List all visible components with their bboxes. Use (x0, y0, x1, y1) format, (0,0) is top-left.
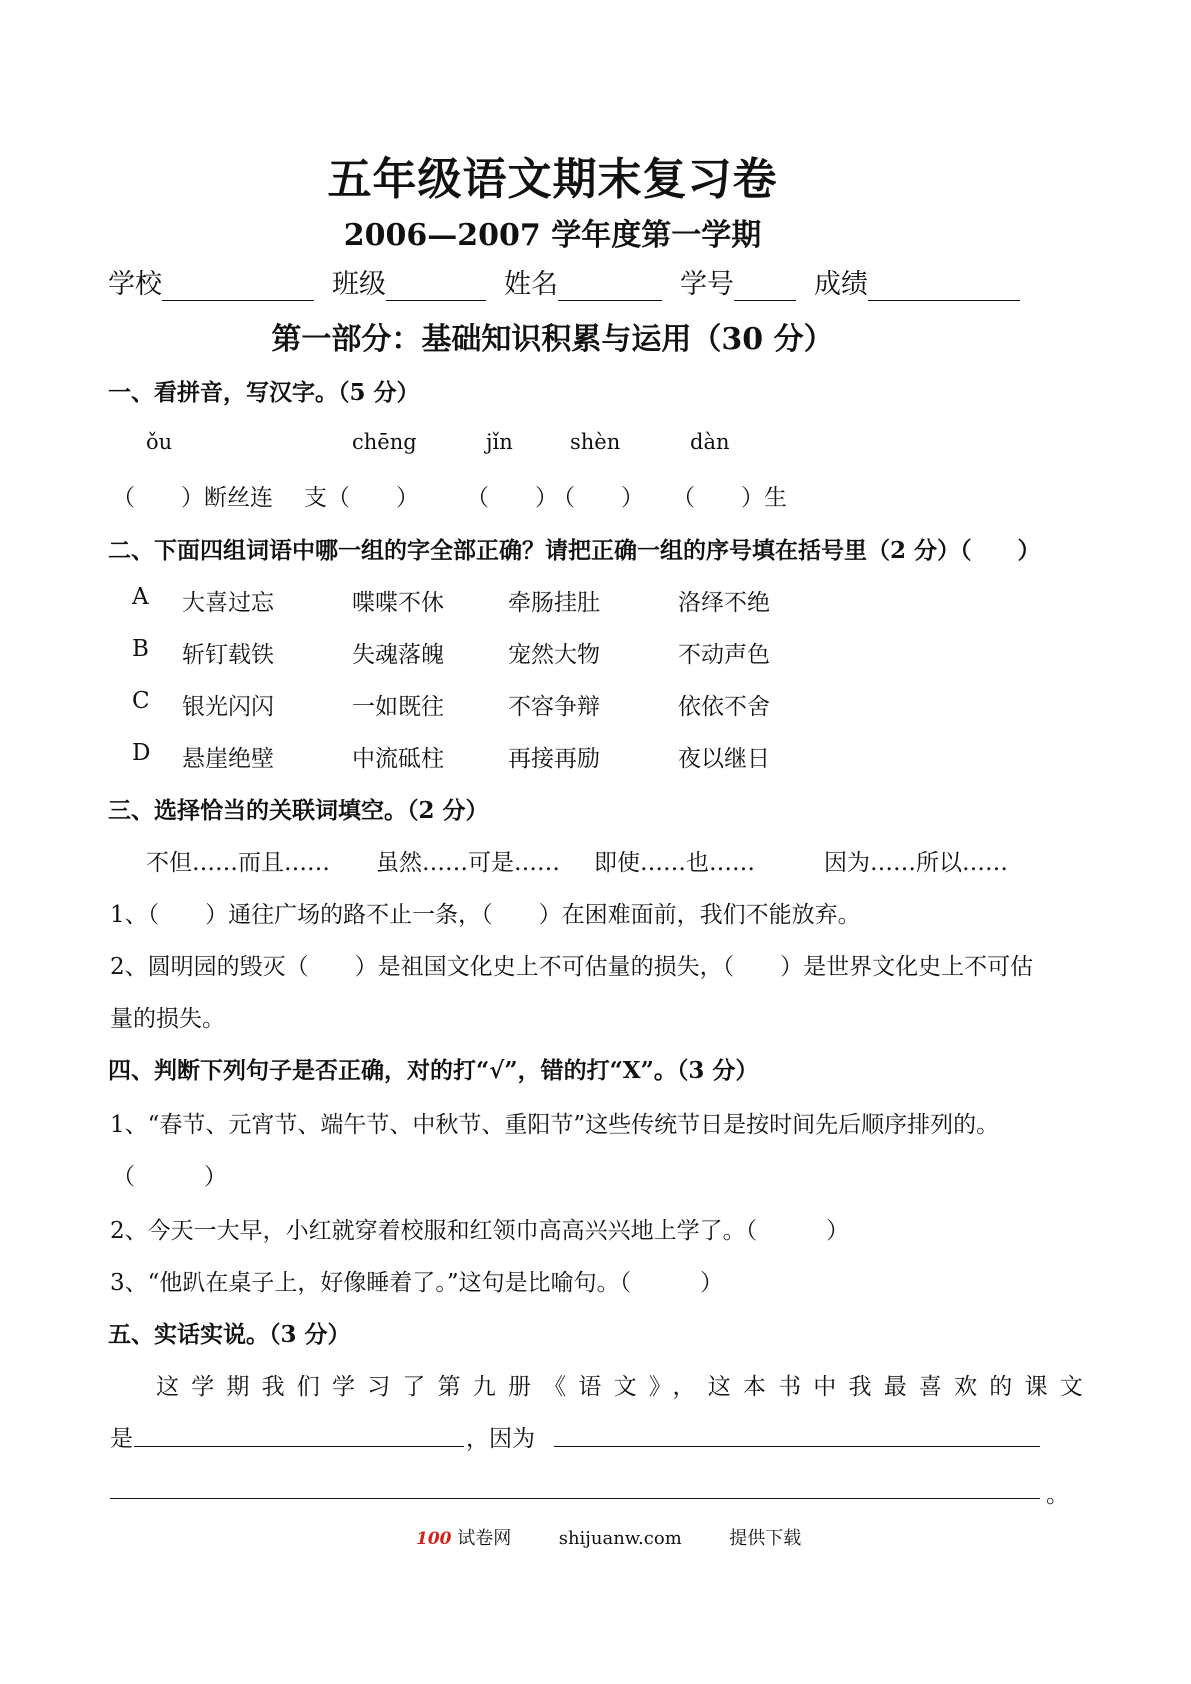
question-3-heading: 三、选择恰当的关联词填空。（2 分） (108, 797, 489, 824)
q5-because: ，因为 (466, 1426, 535, 1452)
pinyin-3: jǐn (486, 430, 513, 454)
pinyin-4: shèn (570, 430, 621, 454)
q5-shi: 是 (110, 1426, 133, 1452)
conjunction-3: 即使……也…… (594, 850, 755, 876)
pinyin-5: dàn (690, 430, 730, 454)
q1-blank-1[interactable]: （ ）断丝连 (112, 485, 273, 511)
option-b-word-4: 不动声色 (678, 642, 770, 668)
school-label: 学校 (108, 269, 162, 300)
q4-item-3[interactable]: 3、“他趴在桌子上，好像睡着了。”这句是比喻句。（ ） (110, 1270, 724, 1296)
option-d-letter: D (132, 740, 151, 766)
option-c-word-2: 一如既往 (352, 694, 444, 720)
site-name: 试卷网 (457, 1528, 512, 1549)
question-5-heading: 五、实话实说。（3 分） (108, 1321, 351, 1348)
site-domain[interactable]: shijuanw.com (558, 1528, 682, 1549)
footer (416, 1524, 801, 1550)
option-b-letter: B (132, 636, 149, 662)
conjunction-2: 虽然……可是…… (376, 850, 560, 876)
option-c-letter: C (132, 688, 150, 714)
site-logo: 100 (416, 1529, 452, 1549)
q1-blank-4[interactable]: （ ） (552, 485, 644, 511)
class-blank[interactable] (386, 274, 486, 301)
q3-item-2-cont: 量的损失。 (110, 1006, 225, 1032)
q3-item-1[interactable]: 1、（ ）通往广场的路不止一条，（ ）在困难面前，我们不能放弃。 (110, 902, 861, 928)
q4-item-1: 1、“春节、元宵节、端午节、中秋节、重阳节”这些传统节日是按时间先后顺序排列的。 (110, 1112, 1000, 1138)
option-d-word-4: 夜以继日 (678, 746, 770, 772)
q5-favorite-lesson-blank[interactable] (134, 1446, 464, 1447)
conjunction-4: 因为……所以…… (824, 850, 1008, 876)
option-b-word-1: 斩钉载铁 (182, 642, 274, 668)
q3-item-2[interactable]: 2、圆明园的毁灭（ ）是祖国文化史上不可估量的损失，（ ）是世界文化史上不可估 (110, 954, 1034, 980)
score-blank[interactable] (868, 274, 1020, 301)
pinyin-1: ǒu (146, 430, 173, 454)
q5-sentence: 这学期我们学习了第九册《语文》，这本书中我最喜欢的课文 (156, 1374, 1095, 1400)
q5-reason-blank-2[interactable] (110, 1498, 1040, 1499)
option-c-word-1: 银光闪闪 (182, 694, 274, 720)
student-info-row (108, 262, 1020, 301)
number-blank[interactable] (734, 274, 796, 301)
q5-period: 。 (1046, 1482, 1069, 1508)
pinyin-2: chēng (352, 430, 417, 454)
part-one-heading: 第一部分：基础知识积累与运用（30 分） (271, 322, 834, 357)
option-a-word-1: 大喜过忘 (182, 590, 274, 616)
page-subtitle: 2006—2007 学年度第一学期 (343, 218, 762, 253)
option-d-word-2: 中流砥柱 (352, 746, 444, 772)
option-a-word-4: 洛绎不绝 (678, 590, 770, 616)
q1-blank-2[interactable]: 支（ ） (304, 485, 419, 511)
option-a-word-3: 牵肠挂肚 (508, 590, 600, 616)
option-b-word-3: 宠然大物 (508, 642, 600, 668)
provide-download: 提供下载 (729, 1528, 802, 1549)
question-2-heading: 二、下面四组词语中哪一组的字全部正确？请把正确一组的序号填在括号里（2 分）（ ） (108, 537, 1041, 564)
name-label: 姓名 (504, 269, 558, 300)
question-1-heading: 一、看拼音，写汉字。（5 分） (108, 379, 420, 406)
option-c-word-3: 不容争辩 (508, 694, 600, 720)
name-blank[interactable] (558, 274, 662, 301)
class-label: 班级 (332, 269, 386, 300)
q4-item-2[interactable]: 2、今天一大早，小红就穿着校服和红领巾高高兴兴地上学了。（ ） (110, 1218, 850, 1244)
score-label: 成绩 (814, 269, 868, 300)
option-b-word-2: 失魂落魄 (352, 642, 444, 668)
number-label: 学号 (680, 269, 734, 300)
q1-blank-5[interactable]: （ ）生 (672, 485, 787, 511)
q5-reason-blank[interactable] (554, 1446, 1040, 1447)
page-title: 五年级语文期末复习卷 (327, 154, 778, 205)
option-d-word-3: 再接再励 (508, 746, 600, 772)
conjunction-1: 不但……而且…… (146, 850, 330, 876)
question-4-heading: 四、判断下列句子是否正确，对的打“√”，错的打“X”。（3 分） (108, 1057, 759, 1084)
option-a-word-2: 喋喋不休 (352, 590, 444, 616)
option-a-letter: A (132, 584, 149, 610)
school-blank[interactable] (162, 274, 314, 301)
q4-item-1-answer[interactable]: （ ） (112, 1164, 227, 1190)
q1-blank-3[interactable]: （ ） (466, 485, 558, 511)
option-c-word-4: 依依不舍 (678, 694, 770, 720)
option-d-word-1: 悬崖绝壁 (182, 746, 274, 772)
